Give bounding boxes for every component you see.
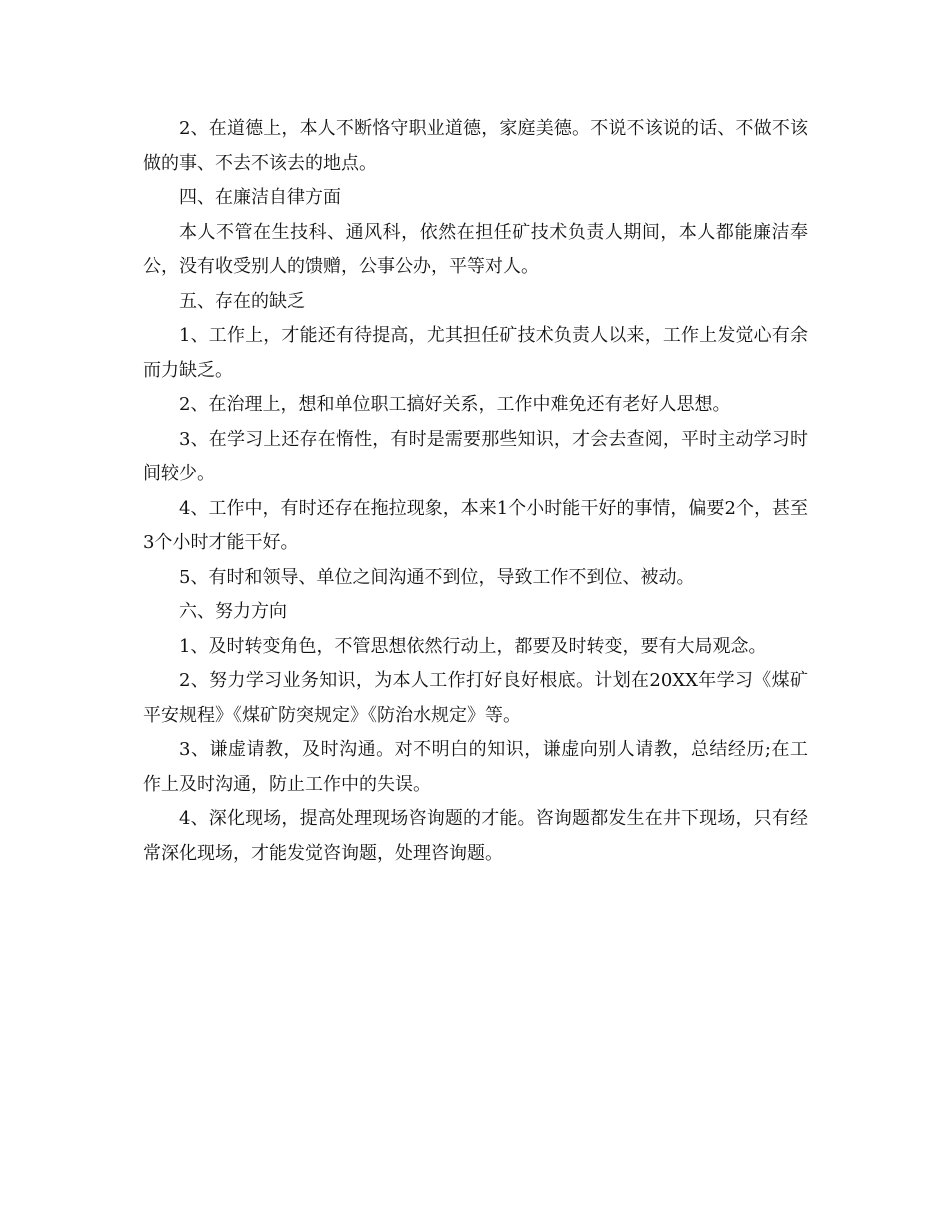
section-heading-5: 五、存在的缺乏 <box>179 290 305 312</box>
paragraph-14: 4、深化现场，提高处理现场咨询题的才能。咨询题都发生在井下现场，只有经常深化现场，才能发觉咨询题，处理咨询题。 <box>143 808 808 864</box>
paragraph-12: 2、努力学习业务知识，为本人工作打好良好根底。计划在20XX年学习《煤矿平安规程》《煤矿防突规定》《防治水规定》等。 <box>143 670 808 726</box>
paragraph-9: 5、有时和领导、单位之间沟通不到位，导致工作不到位、被动。 <box>179 566 695 588</box>
paragraph-6: 2、在治理上，想和单位职工搞好关系，工作中难免还有老好人思想。 <box>179 394 731 415</box>
paragraph-11: 1、及时转变角色，不管思想依然行动上，都要及时转变，要有大局观念。 <box>179 635 767 657</box>
section-heading-4: 四、在廉洁自律方面 <box>179 187 341 208</box>
paragraph-8: 4、工作中，有时还存在拖拉现象，本来1个小时能干好的事情，偏要2个，甚至3个小时才能干好。 <box>143 497 808 553</box>
paragraph-13: 3、谦虚请教，及时沟通。对不明白的知识，谦虚向别人请教，总结经历;在工作上及时沟通，防止工作中的失误。 <box>143 739 808 795</box>
paragraph-3: 本人不管在生技科、通风科，依然在担任矿技术负责人期间，本人都能廉洁奉公，没有收受别人的馈赠，公事公办，平等对人。 <box>143 221 808 277</box>
paragraph-1: 2、在道德上，本人不断恪守职业道德，家庭美德。不说不该说的话、不做不该做的事、不去不该去的地点。 <box>143 118 808 174</box>
document-body <box>143 112 808 871</box>
paragraph-5: 1、工作上，才能还有待提高，尤其担任矿技术负责人以来，工作上发觉心有余而力缺乏。 <box>143 325 808 381</box>
section-heading-6: 六、努力方向 <box>179 601 287 622</box>
paragraph-7: 3、在学习上还存在惰性，有时是需要那些知识，才会去查阅，平时主动学习时间较少。 <box>143 428 808 484</box>
